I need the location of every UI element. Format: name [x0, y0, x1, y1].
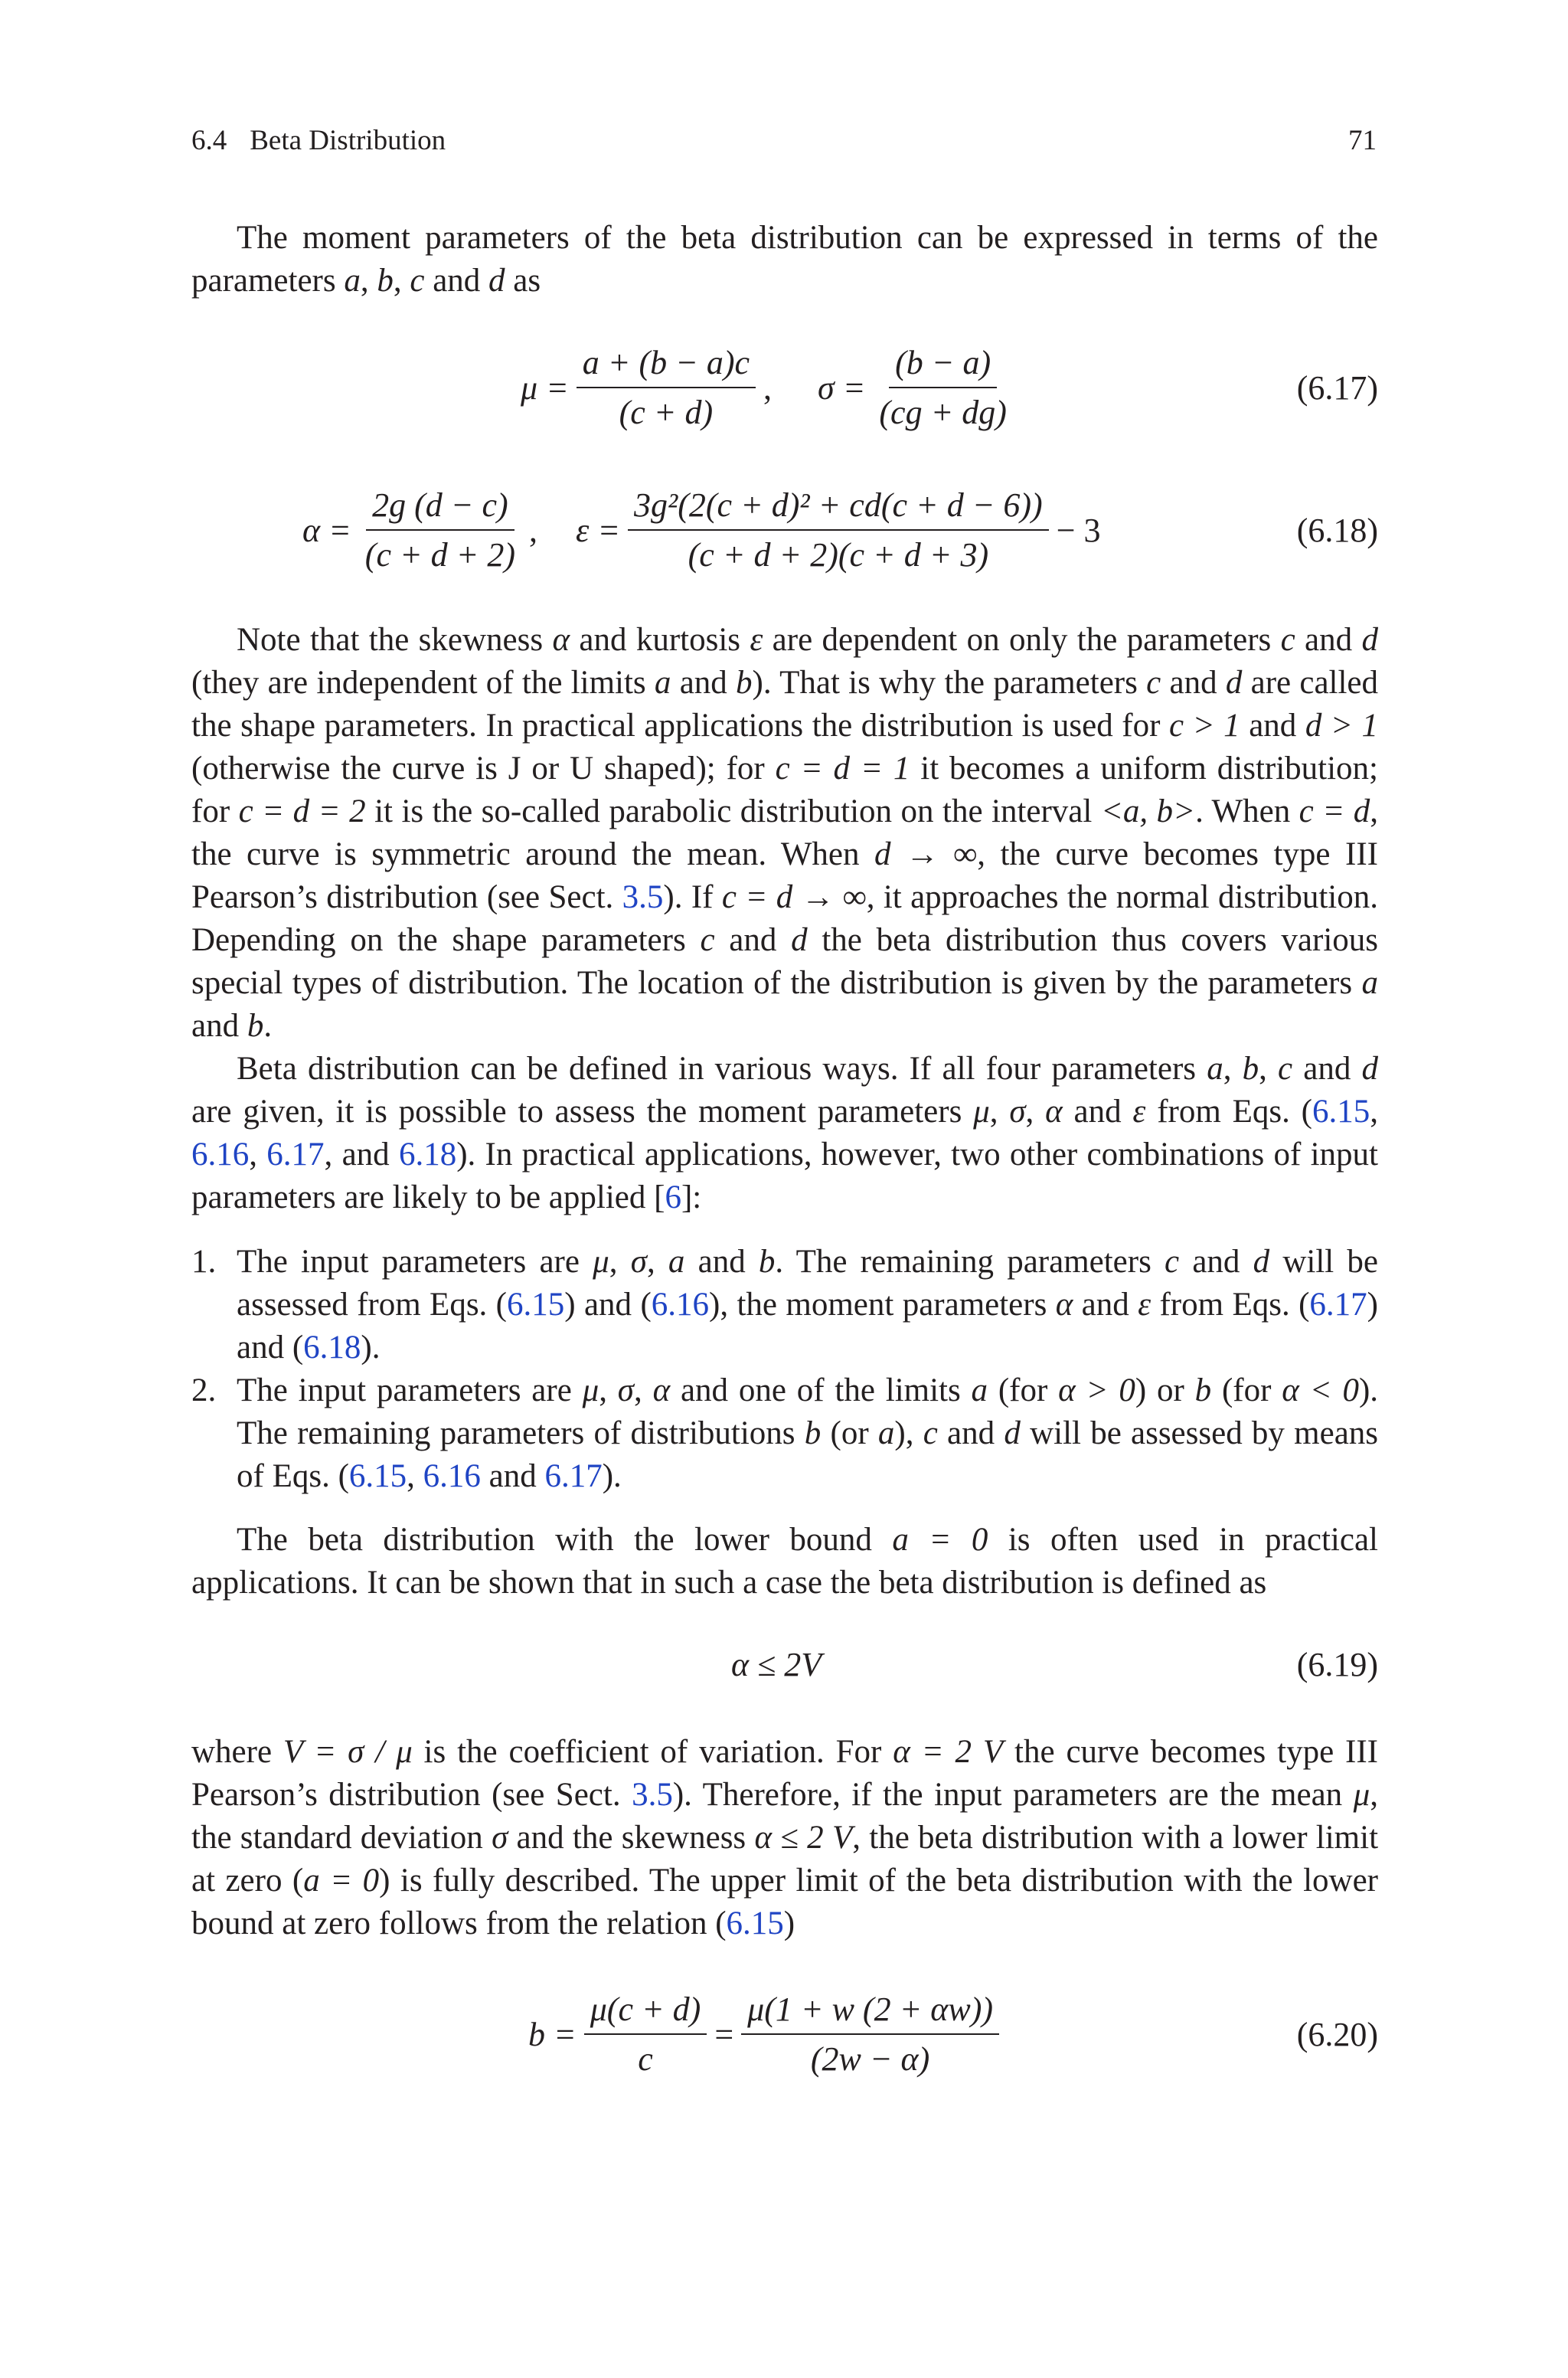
- equation-6-19: [191, 1645, 1378, 1684]
- page-number: 71: [1348, 125, 1377, 156]
- equation-link[interactable]: 6.15: [726, 1905, 784, 1941]
- equation-number: (6.17): [1296, 368, 1378, 407]
- paragraph-definition-ways: Beta distribution can be defined in various ways. If all four parameters a, b, c and d are given, it is possible to assess the moment parameters μ, σ, α and ε from Eqs. (6.15, 6.16, 6.17, and 6.18). In practical applications, however, two other combinations of input parameters are likely to be applied [6]:: [191, 1051, 1379, 1215]
- section-number: 6.4: [191, 125, 227, 156]
- paragraph-moment-intro: The moment parameters of the beta distribution can be expressed in terms of the parameters a, b, c and d as: [191, 220, 1378, 299]
- list-marker: 1.: [191, 1244, 217, 1280]
- b-lhs: b =: [528, 2015, 577, 2053]
- mu-fraction: $\frac{a + (b - a)c}{(c + d)}$: [577, 343, 756, 432]
- equation-link[interactable]: 6.17: [544, 1458, 603, 1494]
- equation-6-18: α = $\frac{2g (d - c)}{(c + d + 2)}$ , ε = $\frac{\text{3g²(2(c + d)² + cd(c + d − 6))}}{(c + d + 2)(c + d + 3)}$ − 3 (6.18): [302, 486, 1378, 574]
- list-marker: 2.: [191, 1372, 217, 1408]
- equation-number: (6.20): [1296, 2015, 1378, 2053]
- epsilon-lhs: ε =: [576, 511, 621, 549]
- alpha-fraction: $\frac{2g (d - c)}{(c + d + 2)}$: [364, 486, 516, 574]
- paragraph-coefficient-variation: where V = σ / μ is the coefficient of variation. For α = 2 V the curve becomes type III Pearson’s distribution (see Sect. 3.5). Therefore, if the input parameters are the mean μ, the standard deviation σ and the skewness α ≤ 2 V, the beta distribution with a lower limit at zero (a = 0) is fully described. The upper limit of the beta distribution with the lower bound at zero follows from the relation (6.15): [191, 1734, 1379, 1941]
- upper-limit-fraction: $\frac{\mu(c + d)}{c}$: [584, 1990, 707, 2079]
- equation-link[interactable]: 6.18: [398, 1137, 457, 1173]
- paragraph-shape-parameters: Note that the skewness α and kurtosis ε are dependent on only the parameters c and d (they are independent of the limits a and b). That is why the parameters c and d are called the shape parameters. In practical applications the distribution is used for c > 1 and d > 1 (otherwise the curve is J or U shaped); for c = d = 1 it becomes a uniform distribution; for c = d = 2 it is the so-called parabolic distribution on the interval <a, b>. When c = d, the curve is symmetric around the mean. When d → ∞, the curve becomes type III Pearson’s distribution (see Sect. 3.5). If c = d → ∞, it approaches the normal distribution. Depending on the shape parameters c and d the beta distribution thus covers various special types of distribution. The location of the distribution is given by the parameters a and b.: [191, 622, 1379, 1044]
- epsilon-fraction: $\frac{\text{3g²(2(c + d)² + cd(c + d − 6))}}{(c + d + 2)(c + d + 3)}$: [628, 486, 1049, 574]
- list-item: 2. The input parameters are μ, σ, α and one of the limits a (for α > 0) or b (for α < 0). The remaining parameters of distributions b (or a), c and d will be assessed by means of Eqs. (6.15, 6.16 and 6.17).: [191, 1369, 1378, 1498]
- equation-link[interactable]: 6.15: [507, 1287, 565, 1323]
- list-item: 1. The input parameters are μ, σ, a and b. The remaining parameters c and d will be assessed from Eqs. (6.15) and (6.16), the moment parameters α and ε from Eqs. (6.17) and (6.18).: [191, 1241, 1378, 1369]
- equation-link[interactable]: 6.16: [423, 1458, 481, 1494]
- section-link[interactable]: 3.5: [632, 1777, 673, 1813]
- equation-link[interactable]: 6.18: [303, 1330, 361, 1366]
- upper-limit-fraction-expanded: $\frac{\mu(1 + w (2 + \alpha w))}{(2w - \alpha)}$: [741, 1990, 999, 2079]
- equation-6-20: b = $\frac{\mu(c + d)}{c}$ = $\frac{\mu(1 + w (2 + \alpha w))}{(2w - \alpha)}$ (6.20): [528, 1990, 1378, 2078]
- equation-link[interactable]: 6.17: [1309, 1287, 1367, 1323]
- equation-link[interactable]: 6.16: [651, 1287, 710, 1323]
- section-title: Beta Distribution: [250, 125, 446, 156]
- mu-lhs: μ =: [521, 368, 569, 407]
- equation-link[interactable]: 6.16: [191, 1137, 250, 1173]
- equation-number: (6.19): [1296, 1646, 1378, 1683]
- equation-6-17: μ = $\frac{a + (b - a)c}{(c + d)}$ , σ = $\frac{(b - a)}{(cg + dg)}$ (6.17): [521, 344, 1378, 431]
- section-link[interactable]: 3.5: [622, 879, 664, 915]
- alpha-lhs: α =: [302, 511, 351, 549]
- sigma-fraction: $\frac{(b - a)}{(cg + dg)}$: [879, 344, 1007, 431]
- citation-link[interactable]: 6: [665, 1179, 681, 1215]
- running-header: [191, 124, 1377, 157]
- input-combinations-list: [191, 1241, 1378, 1498]
- equation-link[interactable]: 6.15: [348, 1458, 407, 1494]
- skewness-condition: α ≤ 2V: [731, 1646, 822, 1683]
- paragraph-lower-bound: The beta distribution with the lower bound a = 0 is often used in practical applications. It can be shown that in such a case the beta distribution is defined as: [191, 1522, 1378, 1601]
- equation-number: (6.18): [1296, 511, 1378, 549]
- equation-link[interactable]: 6.15: [1312, 1094, 1370, 1130]
- section-heading: [191, 124, 446, 157]
- equation-link[interactable]: 6.17: [266, 1137, 325, 1173]
- sigma-lhs: σ =: [818, 368, 866, 407]
